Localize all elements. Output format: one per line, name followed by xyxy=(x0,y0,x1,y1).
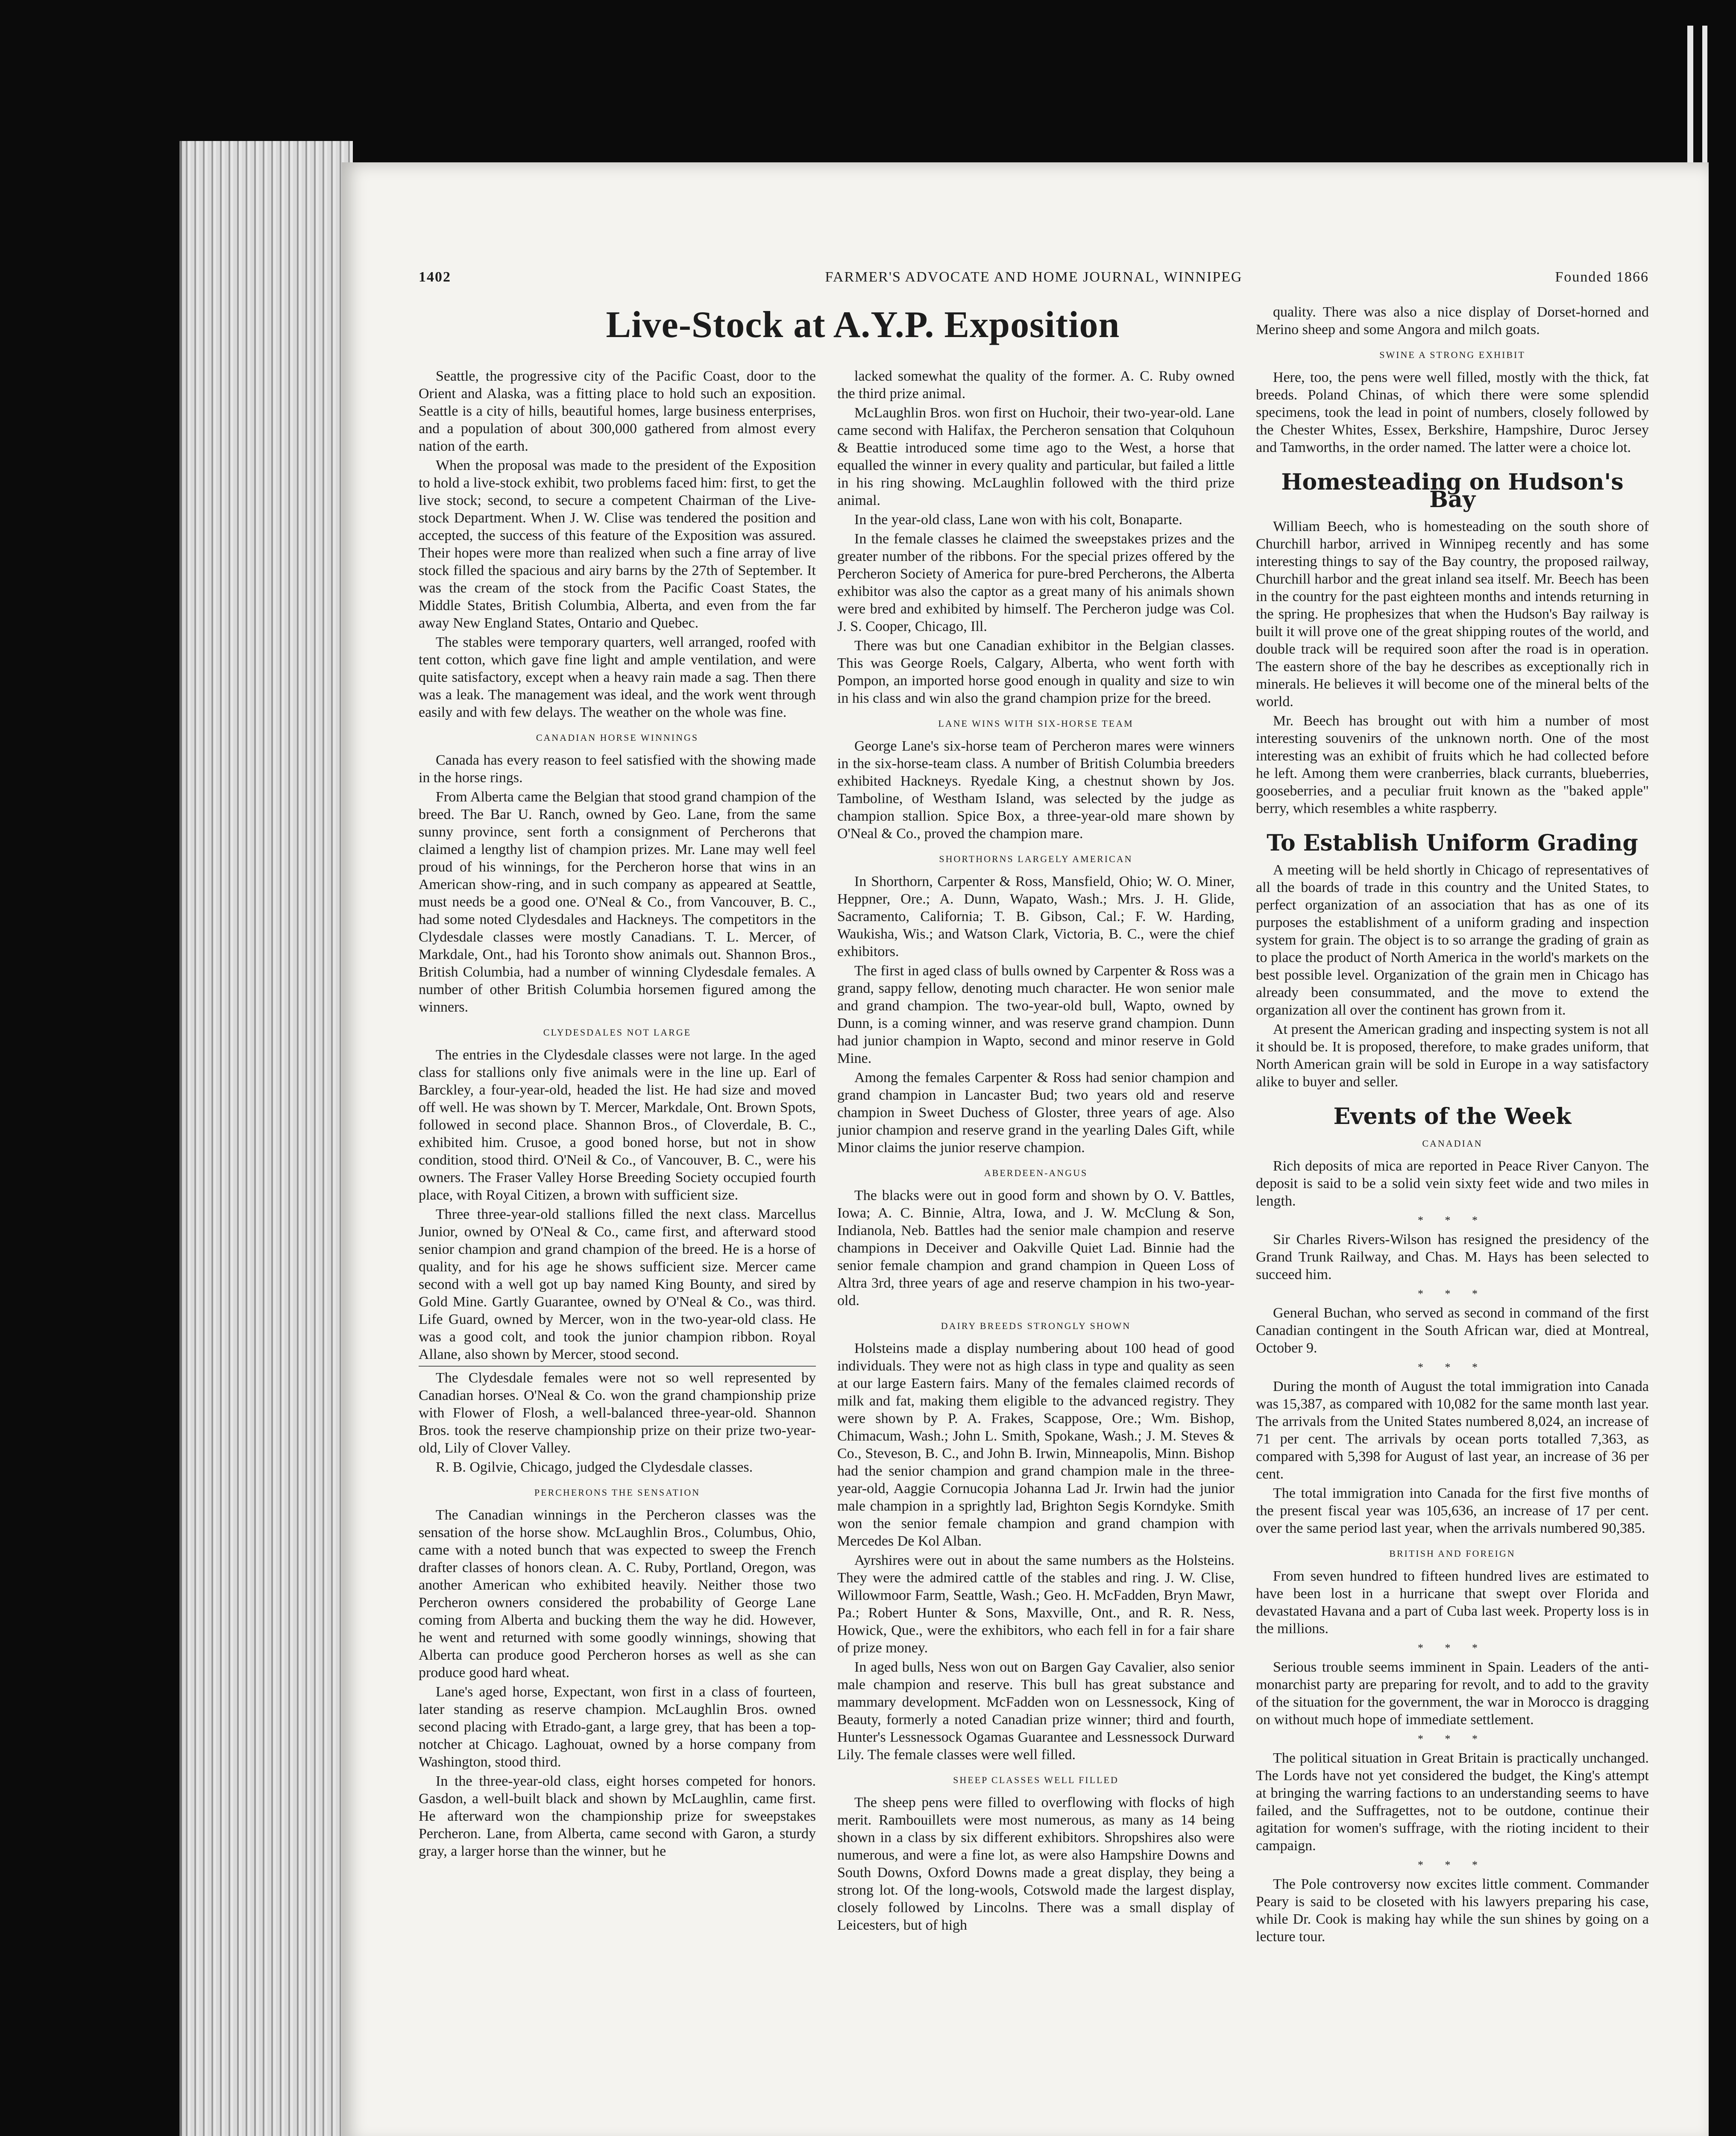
section-heading: CLYDESDALES NOT LARGE xyxy=(543,1027,692,1038)
column-2 xyxy=(837,367,1235,1933)
paragraph: The Clydesdale females were not so well represented by Canadian horses. O'Neal & Co. won the grand championship prize with Flower of Flosh, a well-balanced three-year-old. Shannon Bros. took the reserve championship prize on their prize two-year-old, Lily of Clover Valley. xyxy=(419,1370,816,1456)
section-heading: PERCHERONS THE SENSATION xyxy=(534,1487,701,1498)
paragraph: R. B. Ogilvie, Chicago, judged the Clydesdale classes. xyxy=(436,1459,753,1475)
running-head xyxy=(419,269,1649,299)
separator-stars: * * * xyxy=(1418,1642,1487,1654)
paragraph: Mr. Beech has brought out with him a number of most interesting souvenirs of the unknown north. One of the most interesting was an exhibit of fruits which he had collected before he left. Among them were cranberries, black currants, blueberries, gooseberries, and a peculiar fruit known as the "baked apple" berry, which resembles a white raspberry. xyxy=(1256,713,1649,816)
paragraph: During the month of August the total immigration into Canada was 15,387, as compared with 10,082 for the same month last year. The arrivals from the United States numbered 8,024, an increase of 71 per cent. The arrivals by ocean ports totalled 7,363, as compared with 5,398 for August of last year, an increase of 36 per cent. xyxy=(1256,1379,1649,1482)
paragraph: George Lane's six-horse team of Percheron mares were winners in the six-horse-team class. A number of British Columbia breeders exhibited Hackneys. Ryedale King, a chestnut shown by Jos. Tamboline, of Westham Island, was selected by the judge as champion stallion. Spice Box, a three-year-old mare shown by O'Neal & Co., proved the champion mare. xyxy=(837,738,1235,842)
paragraph: McLaughlin Bros. won first on Huchoir, their two-year-old. Lane came second with Halifax, the Percheron sensation that Colquhoun & Beattie introduced some time ago to the West, a horse that equalled the winner in every quality and particular, but failed a little in his ring showing. McLaughlin followed with the third prize animal. xyxy=(837,405,1235,508)
paragraph: From seven hundred to fifteen hundred lives are estimated to have been lost in a hurricane that swept over Florida and devastated Havana and a part of Cuba last week. Property loss is in the millions. xyxy=(1256,1568,1649,1637)
paragraph: Serious trouble seems imminent in Spain. Leaders of the anti-monarchist party are preparing for revolt, and to add to the gravity of the situation for the government, the war in Morocco is dragging on without much hope of immediate settlement. xyxy=(1256,1659,1649,1728)
paragraph: At present the American grading and inspecting system is not all it should be. It is proposed, therefore, to make grades uniform, that North American grain will be sold in Europe in a way satisfactory alike to buyer and seller. xyxy=(1256,1021,1649,1090)
paragraph: lacked somewhat the quality of the former. A. C. Ruby owned the third prize animal. xyxy=(837,368,1235,402)
paragraph: The Canadian winnings in the Percheron classes was the sensation of the horse show. McLaughlin Bros., Columbus, Ohio, came with a noted bunch that was expected to sweep the French drafter classes of honors clean. A. C. Ruby, Portland, Oregon, was another American who exhibited heavily. Neither those two Percheron owners considered the probability of George Lane coming from Alberta and bucking them the way he did. However, he went and returned with some goodly winnings, showing that Alberta can produce good Percheron horses as well as she can produce good hard wheat. xyxy=(419,1507,816,1681)
separator-stars: * * * xyxy=(1418,1361,1487,1373)
paragraph: William Beech, who is homesteading on the south shore of Churchill harbor, arrived in Winnipeg recently and has some interesting things to say of the Bay country, the proposed railway, Churchill harbor and the great inland sea itself. Mr. Beech has been in the country for the past eighteen months and intends returning in the spring. He prophesizes that when the Hudson's Bay railway is built it will prove one of the great shipping routes of the world, and double track will be required soon after the road is in operation. The eastern shore of the bay he describes as exceptionally rich in minerals. He believes it will become one of the mineral belts of the world. xyxy=(1256,519,1649,710)
paragraph: The total immigration into Canada for the first five months of the present fiscal year was 105,636, an increase of 17 per cent. over the same period last year, when the arrivals numbered 90,385. xyxy=(1256,1485,1649,1536)
paragraph: In the female classes he claimed the sweepstakes prizes and the greater number of the ribbons. For the special prizes offered by the Percheron Society of America for pure-bred Percherons, the Alberta exhibitor was also the captor as a great many of his animals shown were bred and exhibited by himself. The Percheron judge was Col. J. S. Cooper, Chicago, Ill. xyxy=(837,531,1235,634)
separator-stars: * * * xyxy=(1418,1733,1487,1745)
section-heading: SHEEP CLASSES WELL FILLED xyxy=(953,1775,1119,1785)
column-3 xyxy=(1256,303,1649,1945)
paragraph: The political situation in Great Britain is practically unchanged. The Lords have not yet considered the budget, the King's attempt at bringing the warring factions to an understanding seems to have failed, and the Suffragettes, not to be outdone, continue their agitation for women's suffrage, with the rioting incident to their campaign. xyxy=(1256,1750,1649,1854)
paragraph: Canada has every reason to feel satisfied with the showing made in the horse rings. xyxy=(419,752,816,786)
paragraph: The sheep pens were filled to overflowing with flocks of high merit. Rambouillets were most numerous, as many as 14 being shown in a class by six different exhibitors. Shropshires also were numerous, and were a fine lot, as were also Hampshire Downs and South Downs, Oxford Downs made a great display, they being a strong lot. Of the long-wools, Cotswold made the largest display, closely followed by Lincolns. There was a small display of Leicesters, but of high xyxy=(837,1795,1235,1933)
rule xyxy=(419,1366,816,1367)
section-heading: ABERDEEN-ANGUS xyxy=(984,1168,1088,1178)
section-heading: LANE WINS WITH SIX-HORSE TEAM xyxy=(938,718,1134,729)
paragraph: A meeting will be held shortly in Chicago of representatives of all the boards of trade in this country and the United States, to perfect organization of an association that has as one of its purposes the establishment of a uniform grading and inspection system for grain. The object is to so arrange the grading of grain as to place the product of North America in the world's markets on the best possible level. Organization of the grain men in Chicago has already been consummated, and the move to extend the organization all over the continent has grown from it. xyxy=(1256,862,1649,1018)
page-number: 1402 xyxy=(419,269,451,285)
separator-stars: * * * xyxy=(1418,1214,1487,1226)
article-heading: To Establish Uniform Grading xyxy=(1267,830,1638,856)
section-heading: SHORTHORNS LARGELY AMERICAN xyxy=(939,854,1133,864)
paragraph: In aged bulls, Ness won out on Bargen Gay Cavalier, also senior male champion and reserve. This bull has great substance and mammary development. McFadden won on Lessnessock, King of Beauty, formerly a noted Canadian prize winner; third and fourth, Hunter's Lessnessock Ogamas Guarantee and Lessnessock Durward Lily. The female classes were well filled. xyxy=(837,1659,1235,1763)
paragraph: The entries in the Clydesdale classes were not large. In the aged class for stallions only five animals were in the line up. Earl of Barckley, a four-year-old, headed the list. He had size and moved off well. He was shown by T. Mercer, Markdale, Ont. Brown Spots, followed in second place. Shannon Bros., of Cloverdale, B. C., exhibited him. Crusoe, a good boned horse, but not in show condition, stood third. O'Neil & Co., of Vancouver, B. C., were his owners. The Fraser Valley Horse Breeding Society occupied fourth place, with Royal Citizen, a brown with sufficient size. xyxy=(419,1047,816,1203)
journal-title: FARMER'S ADVOCATE AND HOME JOURNAL, WINNIPEG xyxy=(825,269,1243,285)
article-heading: Homesteading on Hudson's Bay xyxy=(1281,469,1624,513)
paragraph: In the year-old class, Lane won with his colt, Bonaparte. xyxy=(854,512,1182,528)
section-heading: CANADIAN xyxy=(1422,1138,1483,1149)
separator-stars: * * * xyxy=(1418,1859,1487,1871)
section-heading: DAIRY BREEDS STRONGLY SHOWN xyxy=(941,1320,1131,1331)
section-heading: SWINE A STRONG EXHIBIT xyxy=(1379,349,1525,360)
paragraph: Lane's aged horse, Expectant, won first in a class of fourteen, later standing as reserve champion. McLaughlin Bros. owned second placing with Etrado-gant, a large grey, that has been a top-notcher at Chicago. Laghouat, owned by a horse company from Washington, stood third. xyxy=(419,1684,816,1770)
paragraph: From Alberta came the Belgian that stood grand champion of the breed. The Bar U. Ranch, owned by Geo. Lane, from the same sunny province, sent forth a consignment of Percherons that claimed a lengthy list of champion prizes. Mr. Lane may well feel proud of his winnings, for the Percheron horse that wins in an American show-ring, and in such company as appeared at Seattle, must needs be a good one. O'Neal & Co., from Vancouver, B. C., had some noted Clydesdales and Hackneys. The competitors in the Clydesdale classes were mostly Canadians. T. L. Mercer, of Markdale, Ont., had his Toronto show animals out. Shannon Bros., British Columbia, had a number of winning Clydesdale females. A number of other British Columbia horsemen figured among the winners. xyxy=(419,789,816,1015)
separator-stars: * * * xyxy=(1418,1288,1487,1300)
paragraph: The first in aged class of bulls owned by Carpenter & Ross was a grand, sappy fellow, denoting much character. He won senior male and grand champion. The two-year-old bull, Wapto, owned by Dunn, is a coming winner, and was reserve grand champion. Dunn had junior champion in Wapto, second and minor reserve in Gold Mine. xyxy=(837,963,1235,1066)
paragraph: Ayrshires were out in about the same numbers as the Holsteins. They were the admired cattle of the stables and ring. J. W. Clise, Willowmoor Farm, Seattle, Wash.; Geo. H. McFadden, Bryn Mawr, Pa.; Robert Hunter & Sons, Maxville, Ont., and R. R. Ness, Howick, Que., were the exhibitors, who each fell in for a fair share of prize money. xyxy=(837,1552,1235,1656)
article-title: Live-Stock at A.Y.P. Exposition xyxy=(606,304,1120,346)
paragraph: quality. There was also a nice display of Dorset-horned and Merino sheep and some Angora and milch goats. xyxy=(1256,304,1649,337)
paragraph: The blacks were out in good form and shown by O. V. Battles, Iowa; A. C. Binnie, Altra, Iowa, and J. W. McClung & Son, Indianola, Neb. Battles had the senior male champion and reserve champions in Deceiver and Oakville Quiet Lad. Binnie had the senior female champion and grand champion in Queen Loss of Altra 3rd, three years of age and reserve champion in his two-year-old. xyxy=(837,1188,1235,1309)
section-heading: CANADIAN HORSE WINNINGS xyxy=(536,732,699,743)
section-heading: BRITISH AND FOREIGN xyxy=(1389,1548,1516,1559)
paragraph: The stables were temporary quarters, well arranged, roofed with tent cotton, which gave fine light and ample ventilation, and were quite satisfactory, except when a heavy rain made a sag. Then there was a leak. The management was ideal, and the work went through easily and with few delays. The weather on the whole was fine. xyxy=(419,634,816,720)
founded-note: Founded 1866 xyxy=(1555,269,1649,285)
article-heading: Events of the Week xyxy=(1333,1103,1572,1130)
paragraph: Holsteins made a display numbering about 100 head of good individuals. They were not as high class in type and quality as seen at our large Eastern fairs. Many of the females claimed records of milk and fat, making them eligible to the advanced registry. They were shown by P. A. Frakes, Scappose, Ore.; Wm. Bishop, Chimacum, Wash.; John L. Smith, Spokane, Wash.; J. M. Steves & Co., Steveson, B. C., and John B. Irwin, Minneapolis, Minn. Bishop had the senior champion and grand champion male in the three-year-old, Aaggie Cornucopia Johanna Lad Jr. Irwin had the junior male champion in a sprightly lad, Brighton Segis Korndyke. Smith won the senior female champion and grand champion with Mercedes De Kol Alban. xyxy=(837,1341,1235,1549)
journal-page xyxy=(342,162,1709,2136)
paragraph: Among the females Carpenter & Ross had senior champion and grand champion in Lancaster Bud; two years old and reserve champion in Sweet Duchess of Gloster, three years of age. Also junior champion and reserve grand in the yearling Dales Gift, while Minor claims the junior reserve champion. xyxy=(837,1070,1235,1156)
column-1 xyxy=(419,367,816,1859)
paragraph: The Pole controversy now excites little comment. Commander Peary is said to be closeted with his lawyers preparing his case, while Dr. Cook is making hay while the sun shines by going on a lecture tour. xyxy=(1256,1876,1649,1945)
paragraph: When the proposal was made to the president of the Exposition to hold a live-stock exhibit, two problems faced him: first, to get the live stock; second, to secure a competent Chairman of the Live-stock Department. When J. W. Clise was tendered the position and accepted, the success of this feature of the Exposition was assured. Their hopes were more than realized when such a fine array of live stock filled the spacious and airy barns by the 27th of September. It was the cream of the stock from the Pacific Coast States, the Middle States, British Columbia, Alberta, and even from the far away New England States, Ontario and Quebec. xyxy=(419,458,816,631)
paragraph: General Buchan, who served as second in command of the first Canadian contingent in the South African war, died at Montreal, October 9. xyxy=(1256,1305,1649,1356)
paragraph: Seattle, the progressive city of the Pacific Coast, door to the Orient and Alaska, was a fitting place to hold such an exposition. Seattle is a city of hills, beautiful homes, large business enterprises, and a population of about 300,000 gathered from almost every nation of the earth. xyxy=(419,368,816,454)
paragraph: Sir Charles Rivers-Wilson has resigned the presidency of the Grand Trunk Railway, and Chas. M. Hays has been selected to succeed him. xyxy=(1256,1232,1649,1282)
paragraph: In Shorthorn, Carpenter & Ross, Mansfield, Ohio; W. O. Miner, Heppner, Ore.; A. Dunn, Wapato, Wash.; Mrs. J. H. Glide, Sacramento, California; T. B. Gibson, Cal.; F. W. Harding, Waukisha, Wis.; and Watson Clark, Victoria, B. C., were the chief exhibitors. xyxy=(837,874,1235,959)
book-page-edges xyxy=(179,141,353,2136)
paragraph: There was but one Canadian exhibitor in the Belgian classes. This was George Roels, Calgary, Alberta, who went forth with Pompon, an imported horse good enough in quality and size to win in his class and win also the grand champion prize for the breed. xyxy=(837,638,1235,706)
paragraph: In the three-year-old class, eight horses competed for honors. Gasdon, a well-built black and shown by McLaughlin, came first. He afterward won the championship prize for sweepstakes Percheron. Lane, from Alberta, came second with Garon, a sturdy gray, a larger horse than the winner, but he xyxy=(419,1773,816,1859)
paragraph: Three three-year-old stallions filled the next class. Marcellus Junior, owned by O'Neal & Co., came first, and afterward stood senior champion and grand champion of the breed. He is a horse of quality, and for his age he shows sufficient size. Mercer came second with a well got up bay named King Bounty, and sired by Gold Mine. Gartly Guarantee, owned by O'Neal & Co., was third. Life Guard, owned by Mercer, won in the two-year-old class. He was a good colt, and took the junior champion ribbon. Royal Allane, also shown by Mercer, stood second. xyxy=(419,1206,816,1362)
paragraph: Rich deposits of mica are reported in Peace River Canyon. The deposit is said to be a solid vein sixty feet wide and two miles in length. xyxy=(1256,1158,1649,1209)
paragraph: Here, too, the pens were well filled, mostly with the thick, fat breeds. Poland Chinas, of which there were some splendid specimens, took the lead in point of numbers, closely followed by the Chester Whites, Essex, Berkshire, Hampshire, Duroc Jersey and Tamworths, in the order named. The latter were a choice lot. xyxy=(1256,370,1649,455)
